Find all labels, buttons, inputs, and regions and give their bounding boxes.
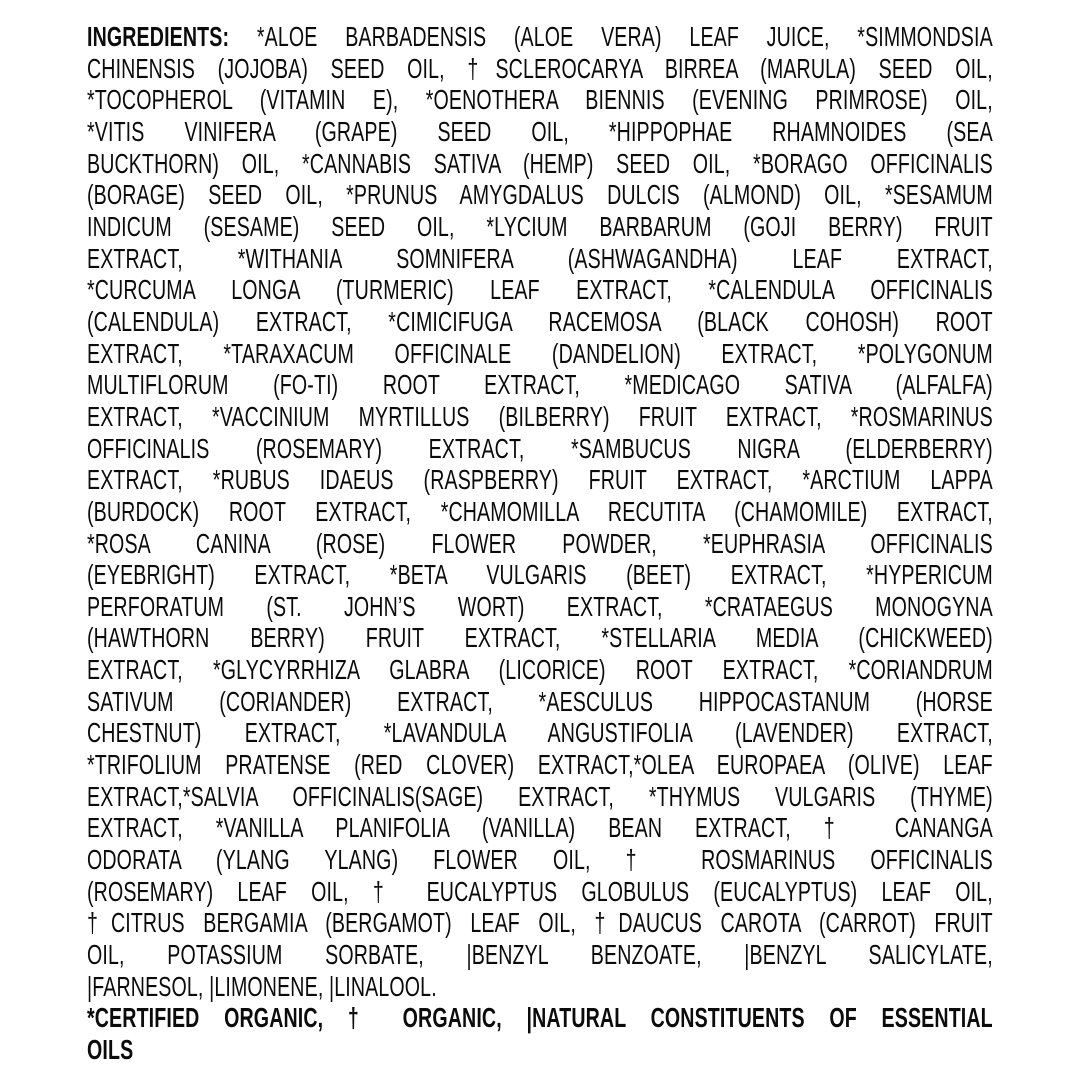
ingredients-line: EXTRACT, *WITHANIA SOMNIFERA (ASHWAGANDHA) LEAF EXTRACT, — [87, 242, 993, 274]
ingredients-line: EXTRACT, *TARAXACUM OFFICINALE (DANDELION) EXTRACT, *POLYGONUM — [87, 337, 993, 369]
ingredients-line: †CITRUS BERGAMIA (BERGAMOT) LEAF OIL, †DAUCUS CAROTA (CARROT) FRUIT — [87, 907, 993, 939]
ingredients-line: *VITIS VINIFERA (GRAPE) SEED OIL, *HIPPOPHAE RHAMNOIDES (SEA — [87, 115, 993, 147]
ingredients-line: (HAWTHORN BERRY) FRUIT EXTRACT, *STELLARIA MEDIA (CHICKWEED) — [87, 622, 993, 654]
ingredients-line: MULTIFLORUM (FO-TI) ROOT EXTRACT, *MEDICAGO SATIVA (ALFALFA) — [87, 369, 993, 401]
ingredients-line: |FARNESOL, |LIMONENE, |LINALOOL. — [87, 970, 437, 1002]
ingredients-line: (EYEBRIGHT) EXTRACT, *BETA VULGARIS (BEET) EXTRACT, *HYPERICUM — [87, 559, 993, 591]
ingredients-line: (BURDOCK) ROOT EXTRACT, *CHAMOMILLA RECUTITA (CHAMOMILE) EXTRACT, — [87, 495, 993, 527]
ingredients-line: EXTRACT, *VANILLA PLANIFOLIA (VANILLA) BEAN EXTRACT, † CANANGA — [87, 812, 993, 844]
ingredients-line: PERFORATUM (ST. JOHN’S WORT) EXTRACT, *CRATAEGUS MONOGYNA — [87, 590, 993, 622]
ingredients-line: (CALENDULA) EXTRACT, *CIMICIFUGA RACEMOSA (BLACK COHOSH) ROOT — [87, 305, 993, 337]
ingredients-line: INDICUM (SESAME) SEED OIL, *LYCIUM BARBARUM (GOJI BERRY) FRUIT — [87, 210, 993, 242]
ingredients-line: *TOCOPHEROL (VITAMIN E), *OENOTHERA BIENNIS (EVENING PRIMROSE) OIL, — [87, 84, 993, 116]
footnote-line: OILS — [87, 1034, 134, 1065]
ingredients-line: *TRIFOLIUM PRATENSE (RED CLOVER) EXTRACT,*OLEA EUROPAEA (OLIVE) LEAF — [87, 749, 993, 781]
ingredients-line: EXTRACT,*SALVIA OFFICINALIS(SAGE) EXTRACT, *THYMUS VULGARIS (THYME) — [87, 780, 993, 812]
ingredients-line: OIL, POTASSIUM SORBATE, |BENZYL BENZOATE, |BENZYL SALICYLATE, — [87, 939, 993, 971]
ingredients-line: SATIVUM (CORIANDER) EXTRACT, *AESCULUS HIPPOCASTANUM (HORSE — [87, 685, 993, 717]
ingredients-line: BUCKTHORN) OIL, *CANNABIS SATIVA (HEMP) SEED OIL, *BORAGO OFFICINALIS — [87, 147, 993, 179]
ingredients-line: ODORATA (YLANG YLANG) FLOWER OIL, † ROSMARINUS OFFICINALIS — [87, 844, 993, 876]
ingredients-line: CHINENSIS (JOJOBA) SEED OIL, †SCLEROCARYA BIRREA (MARULA) SEED OIL, — [87, 52, 993, 84]
ingredients-paragraph — [87, 21, 993, 1066]
ingredients-line-text: *ALOE BARBADENSIS (ALOE VERA) LEAF JUICE, *SIMMONDSIA — [229, 21, 993, 52]
ingredients-line: CHESTNUT) EXTRACT, *LAVANDULA ANGUSTIFOLIA (LAVENDER) EXTRACT, — [87, 717, 993, 749]
ingredients-line: (BORAGE) SEED OIL, *PRUNUS AMYGDALUS DULCIS (ALMOND) OIL, *SESAMUM — [87, 179, 993, 211]
ingredients-line: *CURCUMA LONGA (TURMERIC) LEAF EXTRACT, *CALENDULA OFFICINALIS — [87, 274, 993, 306]
ingredients-line: EXTRACT, *GLYCYRRHIZA GLABRA (LICORICE) ROOT EXTRACT, *CORIANDRUM — [87, 654, 993, 686]
ingredients-line: OFFICINALIS (ROSEMARY) EXTRACT, *SAMBUCUS NIGRA (ELDERBERRY) — [87, 432, 993, 464]
footnote-line: *CERTIFIED ORGANIC, † ORGANIC, |NATURAL CONSTITUENTS OF ESSENTIAL — [87, 1002, 993, 1034]
ingredients-line — [87, 21, 993, 53]
ingredients-line: EXTRACT, *VACCINIUM MYRTILLUS (BILBERRY) FRUIT EXTRACT, *ROSMARINUS — [87, 400, 993, 432]
ingredients-line: *ROSA CANINA (ROSE) FLOWER POWDER, *EUPHRASIA OFFICINALIS — [87, 527, 993, 559]
ingredients-line: (ROSEMARY) LEAF OIL, † EUCALYPTUS GLOBULUS (EUCALYPTUS) LEAF OIL, — [87, 875, 993, 907]
ingredients-line: EXTRACT, *RUBUS IDAEUS (RASPBERRY) FRUIT EXTRACT, *ARCTIUM LAPPA — [87, 464, 993, 496]
ingredients-heading: INGREDIENTS: — [87, 21, 230, 52]
